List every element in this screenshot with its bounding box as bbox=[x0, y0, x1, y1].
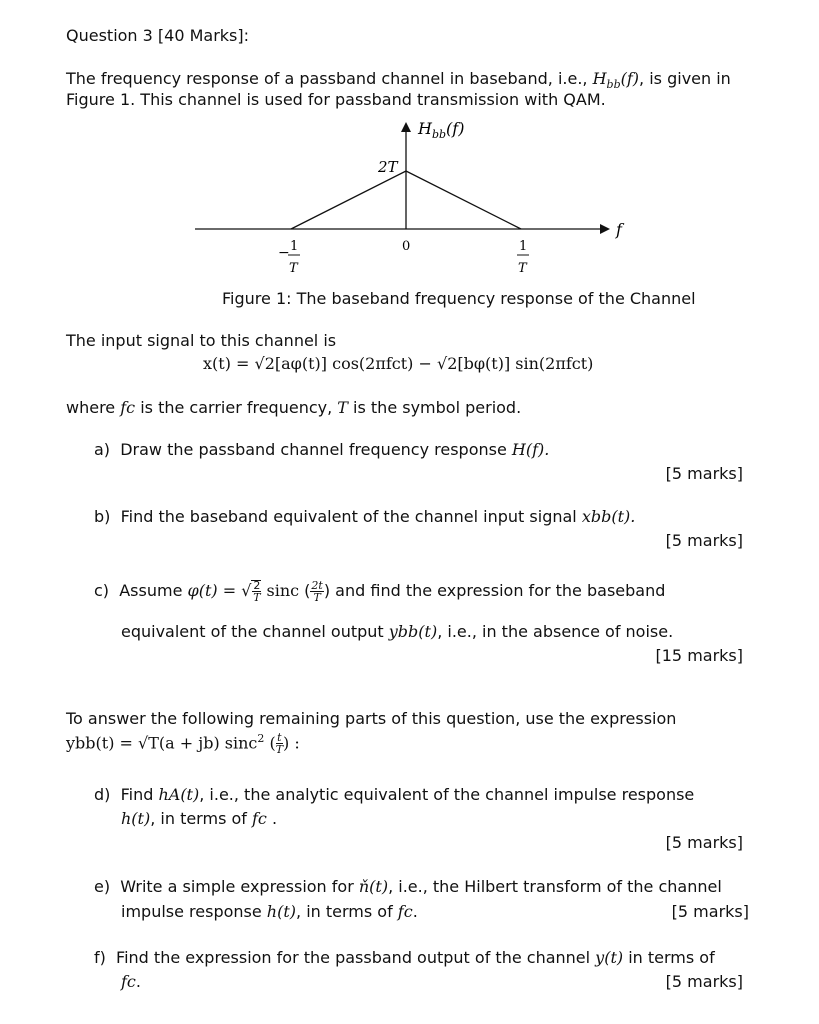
part-e-line2-pre: impulse response bbox=[121, 902, 267, 921]
part-e-line2-post: . bbox=[412, 902, 418, 921]
tick-right-num: 1 bbox=[519, 239, 528, 254]
part-a-math: H(f). bbox=[511, 440, 550, 459]
tick-zero: 0 bbox=[402, 239, 411, 254]
intro-line-2: Figure 1. This channel is used for passband transmission with QAM. bbox=[66, 90, 606, 109]
expr-pre: ybb(t) = √T(a + jb) sinc bbox=[66, 733, 258, 753]
part-f bbox=[94, 948, 715, 968]
part-b-text: Find the baseband equivalent of the channel input signal bbox=[120, 507, 582, 526]
part-c-marks: [15 marks] bbox=[655, 646, 743, 665]
where-line bbox=[66, 398, 521, 418]
tick-left-num: 1 bbox=[290, 239, 299, 254]
part-d-marks: [5 marks] bbox=[665, 833, 743, 852]
ybb-symbol: ybb(t) bbox=[388, 622, 438, 641]
y-symbol: y(t) bbox=[595, 948, 624, 967]
part-a bbox=[94, 440, 549, 460]
part-d-pre: Find bbox=[120, 785, 159, 804]
tick-left-den: T bbox=[289, 261, 298, 276]
part-e-pre: Write a simple expression for bbox=[120, 877, 359, 896]
tick-right-den: T bbox=[518, 261, 527, 276]
remaining-expression: ybb(t) = √T(a + jb) sinc$^2$ ( $\frac{t}{T}$ ) : bbox=[66, 731, 300, 757]
phi-symbol: φ(t) = bbox=[187, 581, 242, 600]
part-b-label: b) bbox=[94, 507, 111, 526]
intro-line-1 bbox=[66, 69, 731, 92]
fc-symbol: fc bbox=[120, 398, 136, 417]
part-b-math: xbb(t). bbox=[581, 507, 636, 526]
question-title: Question 3 [40 Marks]: bbox=[66, 26, 250, 45]
hA-symbol: hA(t) bbox=[158, 785, 200, 804]
part-c: c) Assume φ(t) = √ $\frac{2}{T}$ sinc ( $\frac{2t}{T}$ ) and find the expression for the baseband bbox=[94, 579, 666, 604]
part-c-line2-pre: equivalent of the channel output bbox=[121, 622, 389, 641]
where-post: is the symbol period. bbox=[347, 398, 522, 417]
frac-2t-over-T: $\frac{2t}{T}$ bbox=[311, 579, 323, 604]
remaining-lead: To answer the following remaining parts of this question, use the expression bbox=[66, 709, 677, 728]
y-axis-label: $H_{bb}(f)$ bbox=[418, 119, 465, 141]
part-f-marks: [5 marks] bbox=[665, 972, 743, 991]
input-equation: x(t) = √2[aφ(t)] cos(2πfᴄt) − √2[bφ(t)] sin(2πfᴄt) bbox=[203, 354, 594, 373]
peak-label: 2T bbox=[378, 158, 398, 176]
part-e-line2-mid: , in terms of bbox=[296, 902, 398, 921]
part-f-label: f) bbox=[94, 948, 106, 967]
part-d bbox=[94, 785, 694, 805]
expr-square: 2 bbox=[257, 732, 265, 745]
intro-text-end: , is given in bbox=[639, 69, 731, 88]
fc-symbol-f: fc bbox=[121, 972, 136, 991]
part-d-line2 bbox=[121, 809, 277, 829]
h-check-symbol: ň(t) bbox=[358, 877, 389, 896]
figure-caption: Figure 1: The baseband frequency response of the Channel bbox=[222, 289, 696, 308]
part-b bbox=[94, 507, 635, 527]
frac-2-over-T: $\frac{2}{T}$ bbox=[253, 579, 261, 604]
hbb-symbol: $H_{bb}(f)$ bbox=[592, 69, 640, 92]
part-a-text: Draw the passband channel frequency response bbox=[120, 440, 512, 459]
part-e bbox=[94, 877, 722, 897]
part-c-pre: Assume bbox=[119, 581, 188, 600]
fc-symbol-e: fc bbox=[397, 902, 413, 921]
sinc-text: sinc bbox=[266, 581, 300, 600]
part-c-line2-post: , i.e., in the absence of noise. bbox=[437, 622, 674, 641]
part-e-mid: , i.e., the Hilbert transform of the channel bbox=[388, 877, 722, 896]
part-e-marks: [5 marks] bbox=[671, 902, 749, 921]
part-a-marks: [5 marks] bbox=[665, 464, 743, 483]
h-symbol: h(t) bbox=[121, 809, 151, 828]
part-a-label: a) bbox=[94, 440, 111, 459]
tick-minus: − bbox=[278, 245, 290, 261]
part-b-marks: [5 marks] bbox=[665, 531, 743, 550]
intro-text: The frequency response of a passband channel in baseband, i.e., bbox=[66, 69, 593, 88]
part-f-line2 bbox=[121, 972, 141, 992]
expr-post: : bbox=[289, 733, 300, 753]
x-axis-arrow bbox=[600, 224, 610, 234]
input-lead: The input signal to this channel is bbox=[66, 331, 337, 350]
part-d-label: d) bbox=[94, 785, 111, 804]
fc-symbol-d: fc bbox=[252, 809, 267, 828]
part-e-label: e) bbox=[94, 877, 111, 896]
part-e-line2 bbox=[121, 902, 418, 922]
T-symbol: T bbox=[337, 398, 348, 417]
frac-t-over-T: $\frac{t}{T}$ bbox=[275, 731, 284, 757]
where-pre: where bbox=[66, 398, 121, 417]
where-mid: is the carrier frequency, bbox=[135, 398, 338, 417]
h-symbol-e: h(t) bbox=[266, 902, 297, 921]
part-d-mid: , i.e., the analytic equivalent of the channel impulse response bbox=[199, 785, 695, 804]
part-d-line2-mid: , in terms of bbox=[150, 809, 252, 828]
x-axis-label: f bbox=[616, 220, 622, 239]
part-d-line2-post: . bbox=[266, 809, 278, 828]
part-c-post: and find the expression for the baseband bbox=[335, 581, 666, 600]
part-f-line2-post: . bbox=[135, 972, 141, 991]
y-axis-arrow bbox=[401, 122, 411, 132]
part-c-label: c) bbox=[94, 581, 110, 600]
part-f-pre: Find the expression for the passband output of the channel bbox=[116, 948, 596, 967]
part-f-post: in terms of bbox=[623, 948, 715, 967]
part-c-line2 bbox=[121, 622, 673, 642]
